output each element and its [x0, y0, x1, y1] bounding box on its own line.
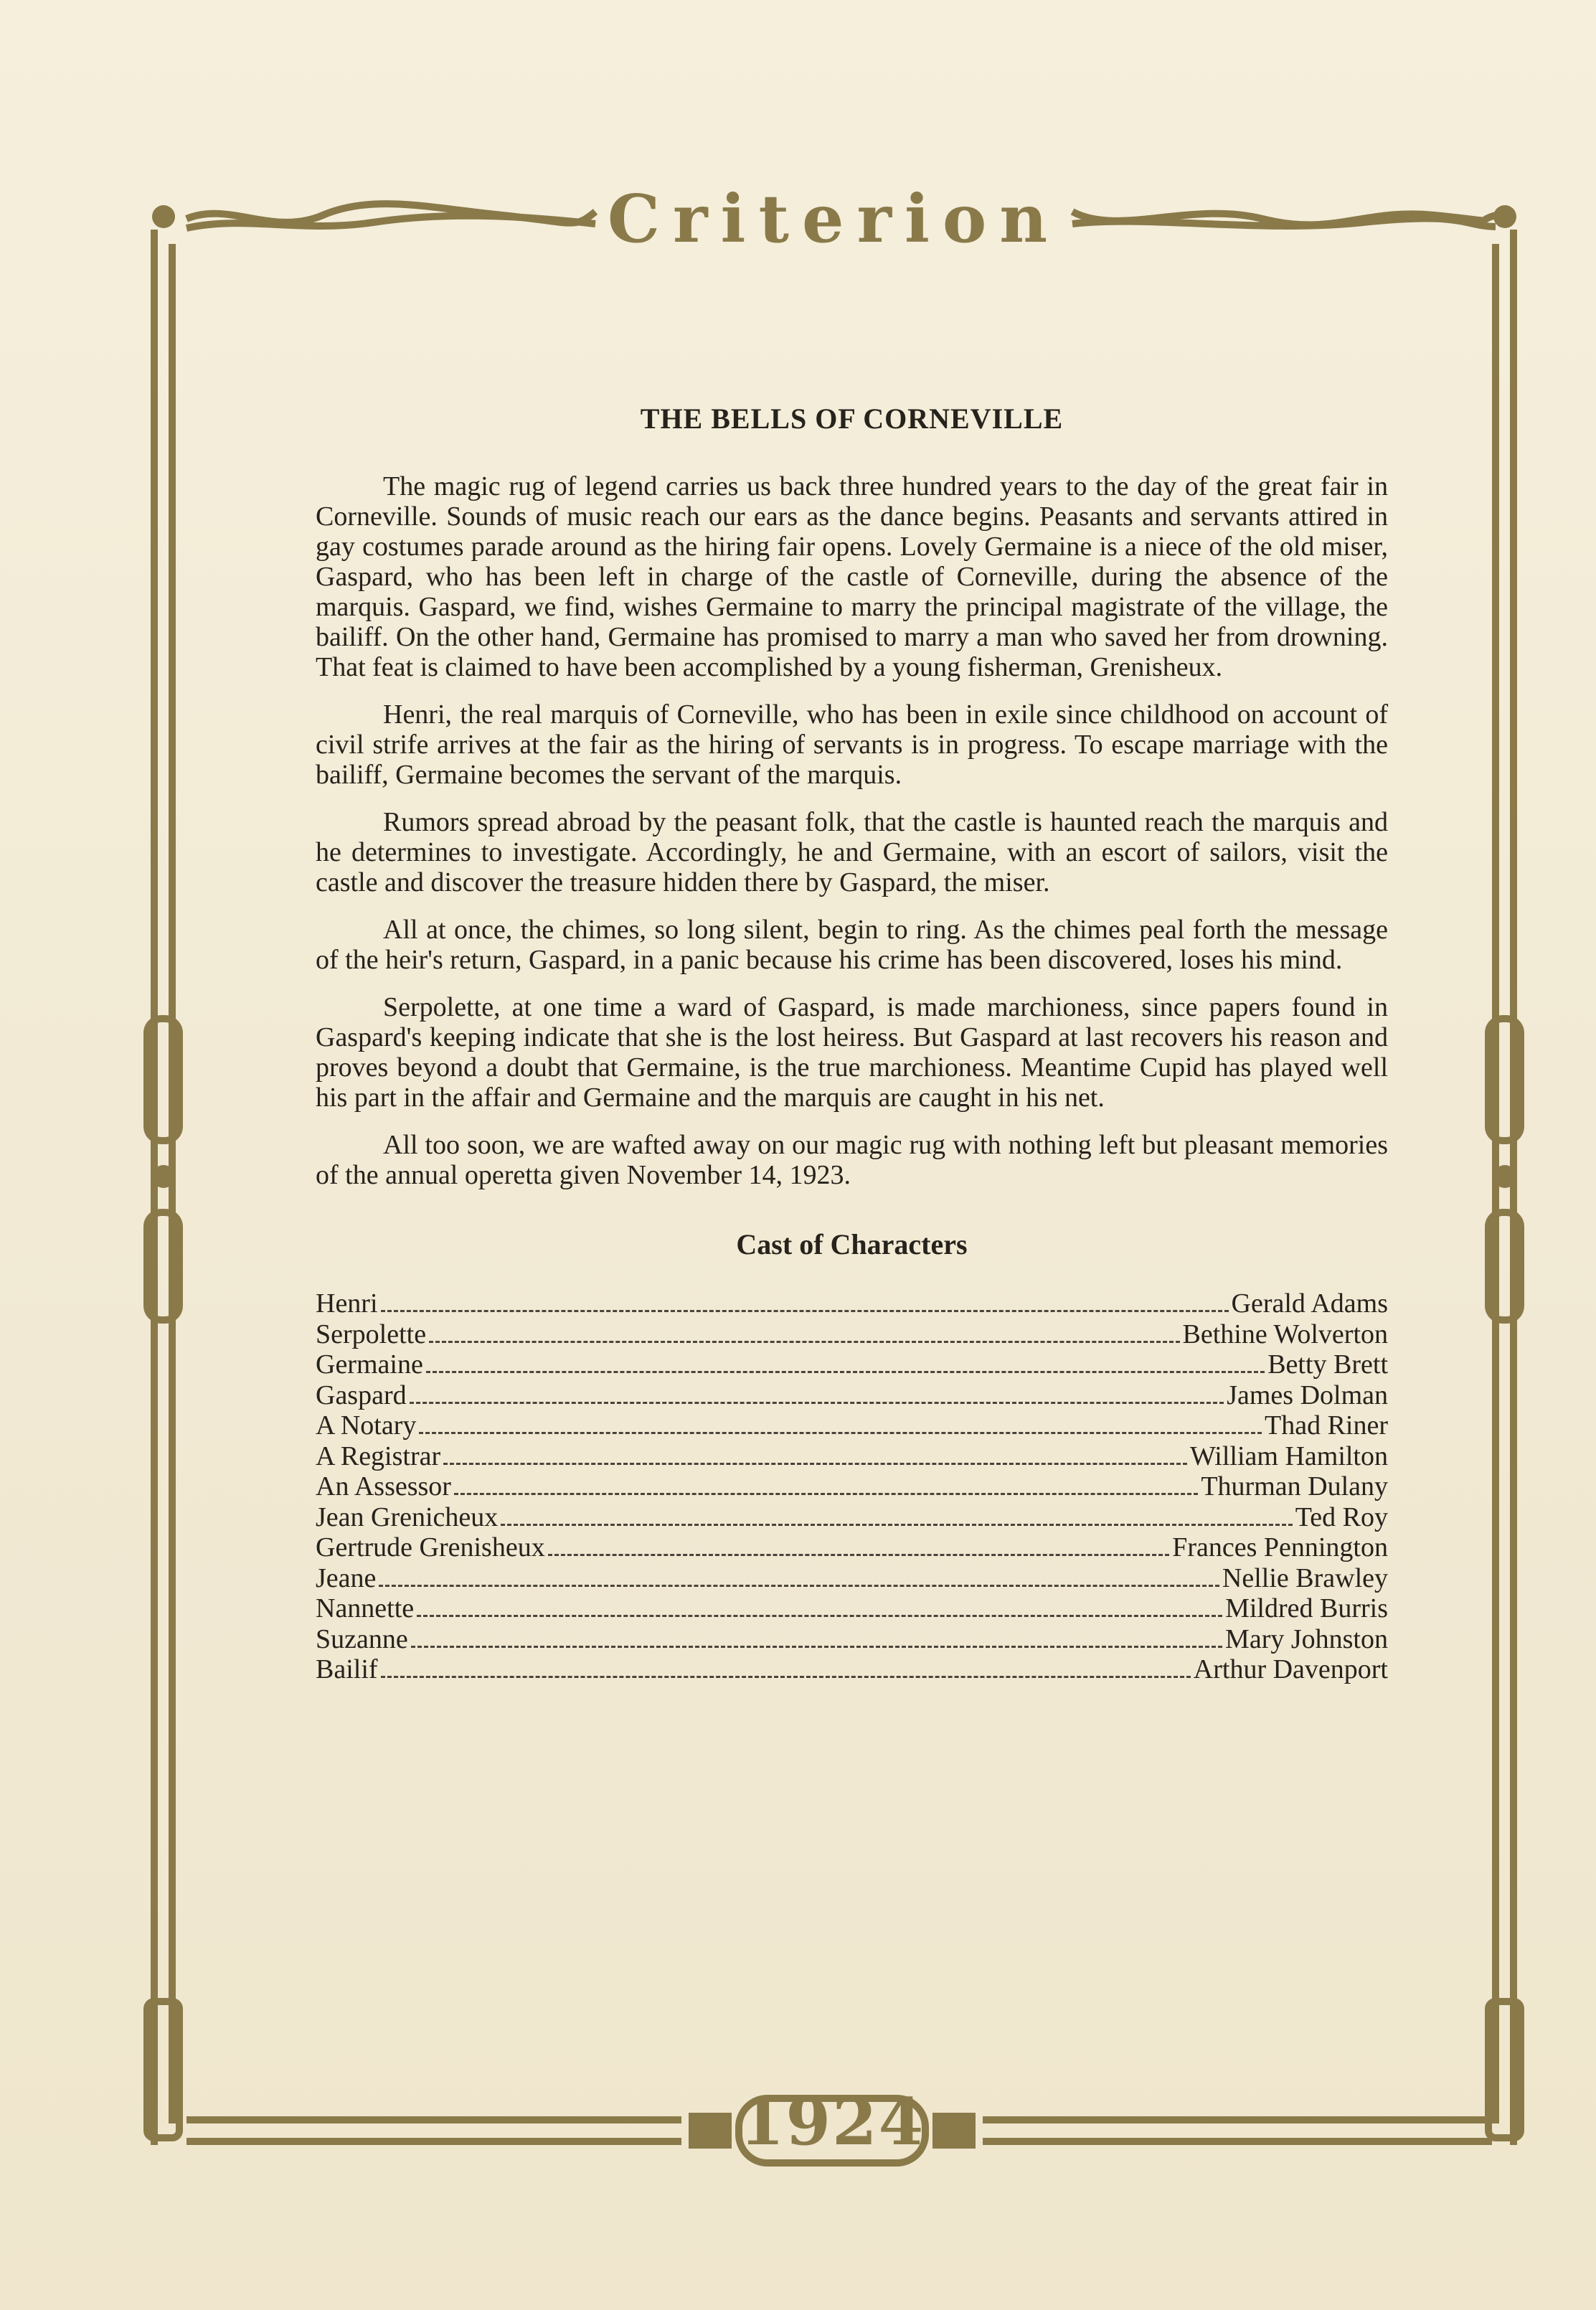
cast-row [316, 1349, 1388, 1380]
cast-role: Jeane [316, 1562, 377, 1593]
article-body [316, 402, 1388, 1685]
leader-dots [417, 1615, 1222, 1617]
paragraph: Henri, the real marquis of Corneville, who has been in exile since childhood on account of civil strife arrives at the fair as the hiring of servants is in progress. To escape marriage with the bailiff, Germaine becomes the servant of the marquis. [316, 699, 1388, 790]
cast-role: A Notary [316, 1410, 417, 1441]
cast-role: Gertrude Grenisheux [316, 1532, 545, 1562]
cast-role: Suzanne [316, 1623, 408, 1654]
cast-role: Henri [316, 1288, 378, 1319]
cast-actor: Nellie Brawley [1222, 1562, 1388, 1593]
cast-actor: Ted Roy [1295, 1502, 1388, 1532]
cast-row [316, 1319, 1388, 1350]
cast-role: Germaine [316, 1349, 423, 1380]
cast-actor: William Hamilton [1189, 1441, 1388, 1471]
leader-dots [410, 1402, 1224, 1404]
paragraph: All too soon, we are wafted away on our magic rug with nothing left but pleasant memories of the annual operetta given November 14, 1923. [316, 1130, 1388, 1190]
cast-row [316, 1532, 1388, 1563]
paragraph: Rumors spread abroad by the peasant folk, that the castle is haunted reach the marquis and he determines to investigate. Accordingly, he and Germaine, with an escort of sailors, visit the castle and discover the treasure hidden there by Gaspard, the miser. [316, 807, 1388, 897]
cast-row [316, 1502, 1388, 1533]
leader-dots [454, 1493, 1198, 1495]
cast-actor: Betty Brett [1267, 1349, 1388, 1380]
leader-dots [379, 1585, 1219, 1587]
cast-actor: James Dolman [1227, 1380, 1388, 1410]
cast-row [316, 1624, 1388, 1655]
cast-actor: Thurman Dulany [1201, 1471, 1388, 1502]
cast-row [316, 1441, 1388, 1472]
leader-dots [411, 1646, 1222, 1648]
cast-actor: Mary Johnston [1225, 1623, 1388, 1654]
cast-role: Gaspard [316, 1380, 407, 1410]
leader-dots [381, 1310, 1229, 1312]
cast-role: Jean Grenicheux [316, 1502, 499, 1532]
cast-actor: Frances Pennington [1172, 1532, 1388, 1562]
cast-row [316, 1654, 1388, 1685]
cast-row [316, 1471, 1388, 1502]
cast-actor: Bethine Wolverton [1182, 1319, 1388, 1349]
article-title: THE BELLS OF CORNEVILLE [640, 402, 1064, 435]
paragraph: All at once, the chimes, so long silent, begin to ring. As the chimes peal forth the message of the heir's return, Gaspard, in a panic because his crime has been discovered, loses his mind. [316, 915, 1388, 975]
leader-dots [501, 1524, 1292, 1526]
cast-role: An Assessor [316, 1471, 451, 1502]
cast-row [316, 1563, 1388, 1594]
cast-row [316, 1288, 1388, 1319]
cast-heading: Cast of Characters [736, 1228, 968, 1260]
paragraph: Serpolette, at one time a ward of Gaspard, is made marchioness, since papers found in Gaspard's keeping indicate that she is the lost heiress. But Gaspard at last recovers his reason and proves beyond a doubt that Germaine, is the true marchioness. Meantime Cupid has played well his part in the affair and Germaine and the marquis are caught in his net. [316, 992, 1388, 1113]
leader-dots [443, 1463, 1187, 1465]
cast-role: Nannette [316, 1593, 415, 1623]
leader-dots [426, 1371, 1265, 1373]
cast-role: Serpolette [316, 1319, 427, 1349]
cast-row [316, 1380, 1388, 1411]
cast-role: A Registrar [316, 1441, 441, 1471]
leader-dots [381, 1676, 1191, 1678]
leader-dots [419, 1432, 1262, 1434]
cast-actor: Arthur Davenport [1193, 1654, 1388, 1684]
cast-row [316, 1410, 1388, 1441]
leader-dots [429, 1341, 1179, 1343]
cast-role: Bailif [316, 1654, 378, 1684]
leader-dots [548, 1554, 1169, 1556]
cast-row [316, 1593, 1388, 1624]
cast-actor: Thad Riner [1264, 1410, 1388, 1441]
masthead-title: Criterion [607, 180, 1061, 258]
cast-actor: Gerald Adams [1231, 1288, 1388, 1319]
cast-actor: Mildred Burris [1225, 1593, 1388, 1623]
cast-list [316, 1288, 1388, 1685]
year-emblem: 1924 [739, 2084, 925, 2160]
paragraph: The magic rug of legend carries us back three hundred years to the day of the great fair in Corneville. Sounds of music reach our ears as the dance begins. Peasants and servants attired in gay costumes parade around as the hiring fair opens. Lovely Germaine is a niece of the old miser, Gaspard, who has been left in charge of the castle of Corneville, during the absence of the marquis. Gaspard, we find, wishes Germaine to marry the principal magistrate of the village, the bailiff. On the other hand, Germaine has promised to marry a man who saved her from drowning. That feat is claimed to have been accomplished by a young fisherman, Grenisheux. [316, 471, 1388, 682]
